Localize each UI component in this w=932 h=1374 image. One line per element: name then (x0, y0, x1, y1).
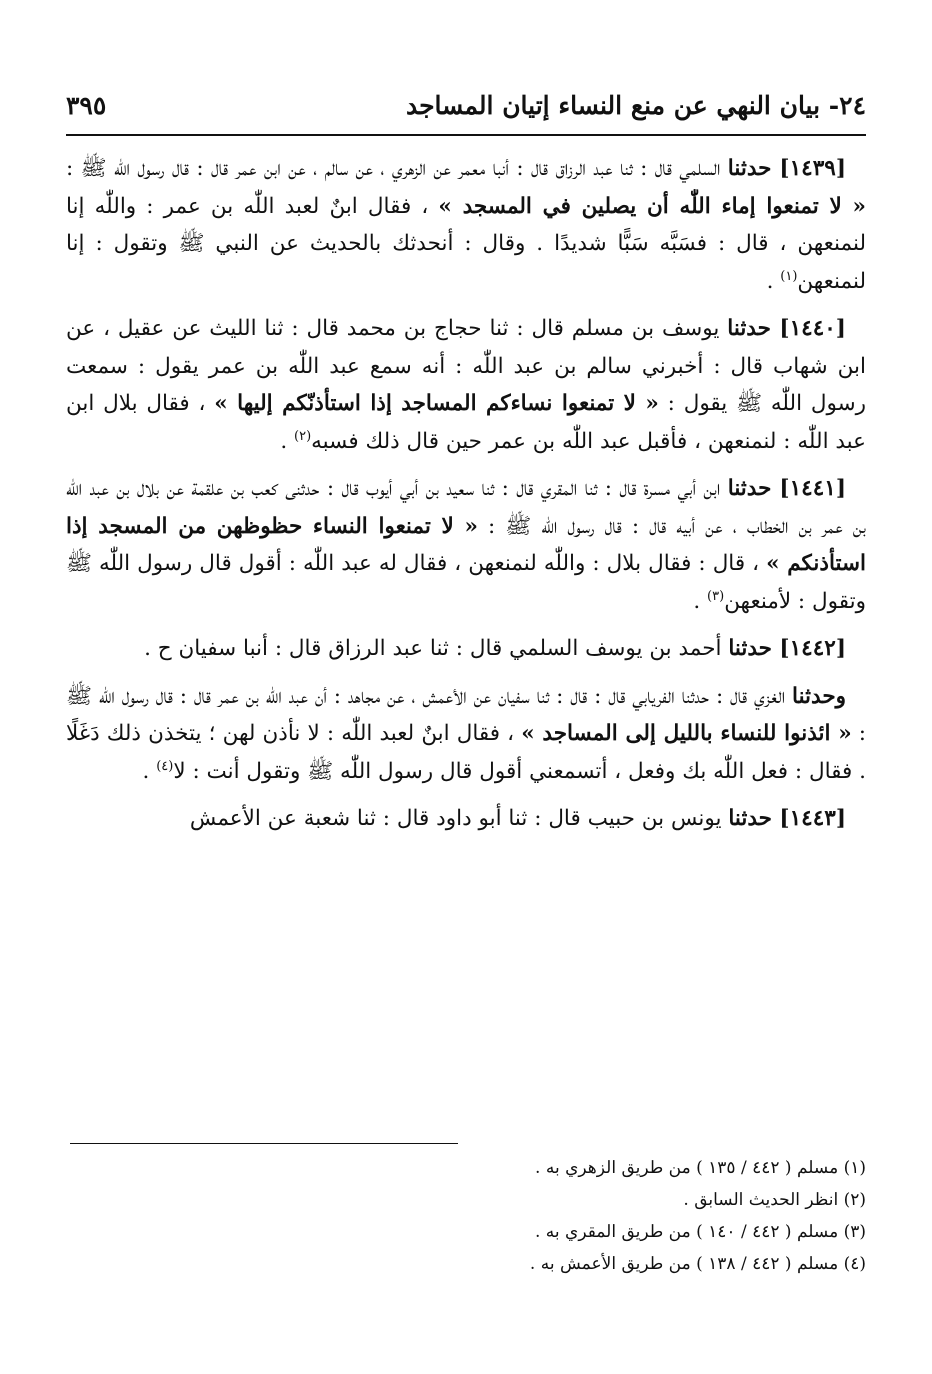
footnotes (66, 1152, 866, 1280)
footnote: (٢) انظر الحديث السابق . (683, 1190, 866, 1210)
bold-text: وحدثنا (792, 683, 846, 709)
bold-text: [١٤٤٢] (771, 636, 846, 661)
hadith-paragraph (66, 150, 866, 300)
hadith-paragraph (66, 310, 866, 460)
text-segment: أحمد بن يوسف السلمي قال : ثنا عبد الرزاق قال : أنبا سفيان ح . (144, 636, 729, 661)
hadith-paragraph (66, 630, 866, 668)
bold-text: « لا تمنعوا النساء حظوظهن من المسجد إذا استأذنكم » (66, 513, 866, 576)
header-rule (66, 134, 866, 136)
text-segment: ، فقال ابنٌ لعبد اللّٰه بن عمر : واللّٰه إنا لنمنعهن ، قال : فسَبَّه سَبًّا شديدًا . وقال : أنحدثك بالحديث عن النبي ﷺ وتقول : إنا لنمنعهن (66, 193, 866, 294)
text-segment: الغزي قال : حدثنا الفريابي قال : قال : ثنا سفيان عن الأعمش ، عن مجاهد : أن عبد اللّٰه بن عمر قال : قال رسول اللّٰه ﷺ : (66, 683, 866, 746)
bold-text: حدثنا (727, 156, 772, 181)
footnote: (٣) مسلم ( ٤٤٢ / ١٤٠ ) من طريق المقري به . (534, 1222, 866, 1242)
bold-text: حدثنا (727, 476, 772, 501)
bold-text: [١٤٤١] (771, 476, 846, 501)
footnote-rule (70, 1143, 458, 1144)
bold-text: حدثنا (727, 316, 771, 341)
text-segment: . (766, 268, 781, 294)
bold-text: « لا تمنعوا نساءكم المساجد إذا استأذنّكم إليها » (214, 391, 659, 416)
text-segment: ، فقال ابنٌ لعبد اللّٰه : لا نأذن لهن ؛ يتخذن ذلك دَغَلًا . فقال : فعل اللّٰه بك وفعل ، أتسمعني أقول قال رسول اللّٰه ﷺ وتقول أنت : لا (66, 721, 866, 784)
text-segment: ، قال : فقال بلال : واللّٰه لنمنعهن ، فقال له عبد اللّٰه : أقول قال رسول اللّٰه ﷺ وتقول : لأمنعهن (66, 551, 866, 614)
bold-text: حدثنا (728, 636, 772, 661)
text-segment: . (142, 758, 157, 784)
hadith-paragraph (66, 678, 866, 791)
text-segment: ابن أبي مسرة قال : ثنا المقري قال : ثنا سعيد بن أبي أيوب قال : حدثنى كعب بن علقمة عن بلال بن عبد اللّٰه بن عمر بن الخطاب ، عن أبيه قال : قال رسول اللّٰه ﷺ : (66, 476, 866, 539)
text-segment: يونس بن حبيب قال : ثنا أبو داود قال : ثنا شعبة عن الأعمش (189, 806, 729, 831)
bold-text: حدثنا (728, 806, 772, 831)
text-segment: . (280, 428, 295, 454)
bold-text: [١٤٤٠] (770, 316, 846, 341)
footnote: (١) مسلم ( ٤٤٢ / ١٣٥ ) من طريق الزهري به . (535, 1158, 866, 1178)
page-number: ٣٩٥ (66, 90, 107, 120)
main-text (66, 150, 866, 848)
text-segment: ، فقال بلال ابن عبد اللّٰه : لنمنعهن ، فأقبل عبد اللّٰه بن عمر حين قال ذلك فسبه (66, 391, 866, 454)
footnote-ref: (٤) (156, 758, 174, 774)
bold-text: « لا تمنعوا إماء اللّٰه أن يصلين في المسجد » (438, 193, 866, 219)
running-header (66, 84, 866, 126)
footnote-ref: (١) (780, 268, 798, 284)
bold-text: « ائذنوا للنساء بالليل إلى المساجد » (521, 721, 852, 746)
text-segment: السلمي قال : ثنا عبد الرزاق قال : أنبا معمر عن الزهري ، عن سالم ، عن ابن عمر قال : قال رسول اللّٰه ﷺ : (66, 156, 728, 181)
text-segment: . (693, 588, 708, 614)
footnote-ref: (٣) (707, 588, 725, 604)
hadith-paragraph (66, 470, 866, 620)
chapter-title: ٢٤- بيان النهي عن منع النساء إتيان المساجد (405, 90, 866, 120)
bold-text: [١٤٤٣] (771, 806, 846, 831)
bold-text: [١٤٣٩] (771, 156, 846, 181)
footnote: (٤) مسلم ( ٤٤٢ / ١٣٨ ) من طريق الأعمش به . (529, 1254, 866, 1274)
hadith-paragraph (66, 800, 866, 838)
footnote-ref: (٢) (294, 428, 312, 444)
text-segment: يوسف بن مسلم قال : ثنا حجاج بن محمد قال : ثنا الليث عن عقيل ، عن ابن شهاب قال : أخبرني سالم بن عبد اللّٰه : أنه سمع عبد اللّٰه بن عمر يقول : سمعت رسول اللّٰه ﷺ يقول : (66, 316, 866, 416)
